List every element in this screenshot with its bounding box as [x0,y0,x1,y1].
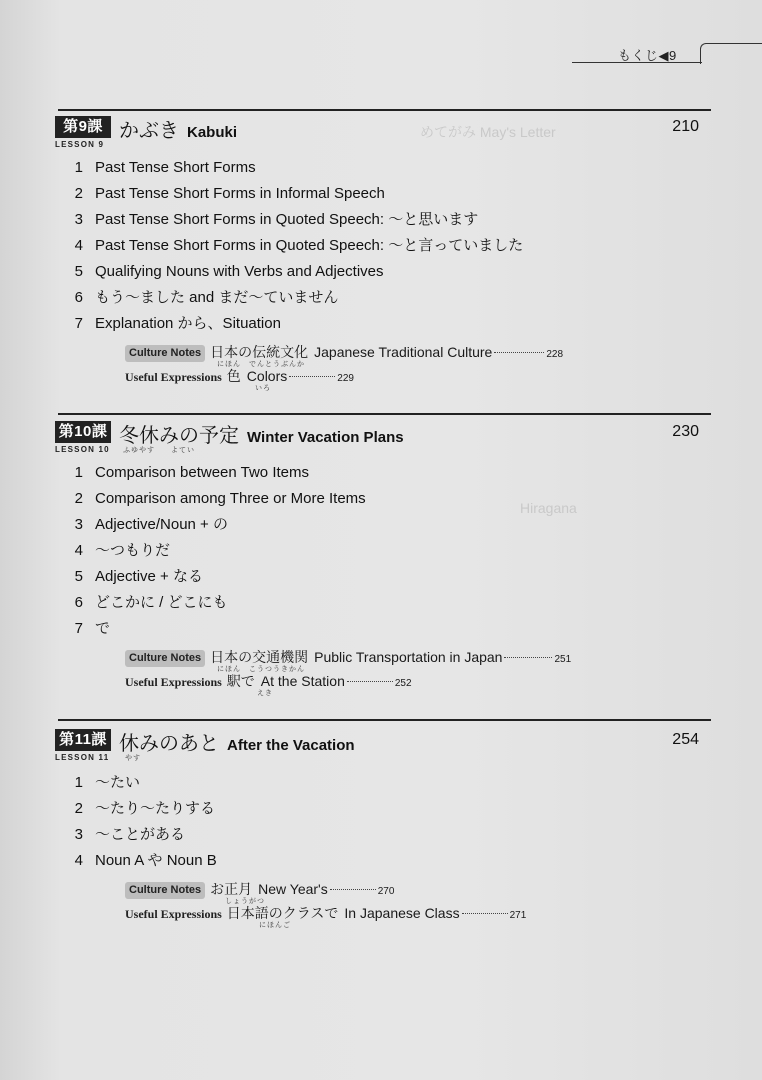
lesson-title[interactable] [119,419,404,448]
lesson-page-number: 230 [672,423,699,440]
lesson-rule [58,109,711,111]
useful-expressions-tag: Useful Expressions [125,370,222,384]
item-text: Adjective/Noun + の [95,516,228,533]
item-number: 3 [74,516,83,533]
culture-notes[interactable] [125,342,563,362]
grammar-item[interactable] [55,773,140,793]
culture-notes-jp: 日本の伝統文化 [210,345,309,361]
culture-notes-tag: Culture Notes [125,345,205,362]
item-text: Past Tense Short Forms in Informal Speech [95,185,385,202]
item-text: Past Tense Short Forms in Quoted Speech: ～と思います [95,211,479,228]
lesson-title-jp: 休みのあと [119,731,219,755]
grammar-item[interactable] [55,184,385,204]
grammar-item[interactable] [55,541,170,561]
lesson-title-jp: 冬休みの予定 [119,423,239,447]
grammar-item[interactable] [55,619,110,639]
lesson-title-en: Kabuki [187,124,238,141]
furigana: ふゆやす よてい [123,447,195,454]
useful-expressions-jp: 日本語のクラスで [226,906,339,922]
useful-expressions-page: 271 [509,910,527,921]
grammar-item[interactable] [55,593,228,613]
grammar-item[interactable] [55,515,228,535]
useful-expressions-en: Colors [246,368,288,384]
culture-notes-page: 270 [377,886,395,897]
item-number: 2 [74,490,83,507]
header-tab [700,43,762,64]
useful-expressions-jp: 色 [226,369,241,385]
item-number: 7 [74,315,83,332]
item-number: 2 [74,185,83,202]
culture-notes-jp: 日本の交通機関 [210,650,309,666]
item-number: 3 [74,826,83,843]
furigana: やす [125,755,141,762]
grammar-item[interactable] [55,210,478,230]
lesson-badge: 第9課 [55,116,111,138]
useful-expressions[interactable] [125,366,354,386]
leader-dots [347,681,393,682]
item-text: ～たり～たりする [95,800,216,817]
leader-dots [494,352,544,353]
item-number: 1 [74,774,83,791]
item-text: Adjective + なる [95,568,203,585]
lesson-page-number: 210 [672,118,699,135]
item-text: Comparison among Three or More Items [95,490,366,507]
item-number: 4 [74,542,83,559]
grammar-item[interactable] [55,262,384,282]
leader-dots [462,913,508,914]
leader-dots [289,376,335,377]
useful-expressions-tag: Useful Expressions [125,675,222,689]
item-text: Comparison between Two Items [95,464,309,481]
lesson-rule [58,719,711,721]
item-number: 6 [74,289,83,306]
item-number: 3 [74,211,83,228]
lesson-label: LESSON 9 [55,140,105,149]
useful-expressions-jp: 駅で [226,674,255,690]
lesson-page-number: 254 [672,731,699,748]
item-text: ～ことがある [95,826,186,843]
item-text: ～つもりだ [95,542,171,559]
lesson-title[interactable] [119,114,237,143]
grammar-item[interactable] [55,236,523,256]
furigana: にほん こうつうきかん [217,666,305,673]
culture-notes-en: New Year's [258,881,328,897]
item-number: 2 [74,800,83,817]
furigana: えき [257,690,273,697]
culture-notes-en: Japanese Traditional Culture [314,344,493,360]
culture-notes-jp: お正月 [210,882,253,898]
item-number: 1 [74,159,83,176]
item-text: もう～ました and まだ～ていません [95,289,339,306]
useful-expressions-en: At the Station [260,673,345,689]
culture-notes-tag: Culture Notes [125,882,205,899]
useful-expressions-tag: Useful Expressions [125,907,222,921]
furigana: しょうがつ [225,898,265,905]
lesson-label: LESSON 11 [55,753,110,762]
lesson-badge: 第10課 [55,421,111,443]
grammar-item[interactable] [55,288,338,308]
item-text: どこかに / どこにも [95,594,228,611]
leader-dots [504,657,552,658]
lesson-badge: 第11課 [55,729,111,751]
show-through-text: Hiragana [520,500,577,516]
lesson-label: LESSON 10 [55,445,110,454]
show-through-text: めてがみ May's Letter [420,124,556,140]
item-text: ～たい [95,774,141,791]
running-header: もくじ◀9 [618,48,677,63]
lesson-title[interactable] [119,727,355,756]
item-text: Past Tense Short Forms in Quoted Speech: ～と言っていました [95,237,524,254]
culture-notes[interactable] [125,647,571,667]
furigana: にほんご [259,922,291,929]
item-number: 4 [74,237,83,254]
grammar-item[interactable] [55,799,215,819]
item-text: Explanation から、Situation [95,315,281,332]
lesson-title-en: Winter Vacation Plans [247,429,404,446]
grammar-item[interactable] [55,158,256,178]
item-number: 5 [74,568,83,585]
furigana: いろ [255,385,271,392]
item-text: Past Tense Short Forms [95,159,256,176]
leader-dots [330,889,376,890]
grammar-item[interactable] [55,489,366,509]
item-text: で [95,620,111,637]
furigana: にほん でんとうぶんか [217,361,305,368]
item-text: Noun A や Noun B [95,852,217,869]
useful-expressions[interactable] [125,903,526,923]
grammar-item[interactable] [55,463,309,483]
grammar-item[interactable] [55,851,217,871]
culture-notes-tag: Culture Notes [125,650,205,667]
lesson-rule [58,413,711,415]
item-number: 1 [74,464,83,481]
item-text: Qualifying Nouns with Verbs and Adjectives [95,263,384,280]
grammar-item[interactable] [55,314,281,334]
culture-notes-page: 228 [546,349,564,360]
grammar-item[interactable] [55,567,203,587]
useful-expressions-page: 229 [337,373,354,384]
item-number: 5 [74,263,83,280]
grammar-item[interactable] [55,825,185,845]
lesson-title-en: After the Vacation [227,737,355,754]
useful-expressions-page: 252 [394,678,412,689]
useful-expressions-en: In Japanese Class [344,905,460,921]
lesson-title-jp: かぶき [119,118,179,142]
item-number: 4 [74,852,83,869]
item-number: 6 [74,594,83,611]
item-number: 7 [74,620,83,637]
culture-notes-en: Public Transportation in Japan [314,649,503,665]
culture-notes-page: 251 [554,654,572,665]
